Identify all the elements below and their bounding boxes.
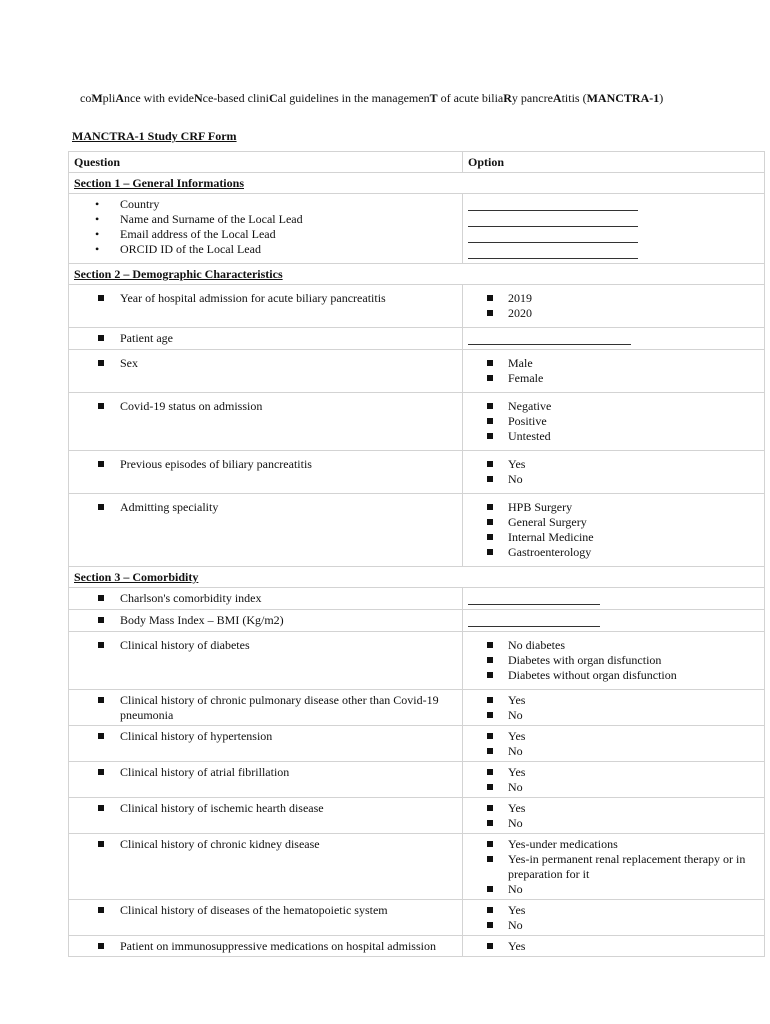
table-row	[69, 834, 765, 900]
option-cell	[463, 900, 765, 936]
title-part: A	[115, 91, 124, 105]
option-item[interactable]: No	[468, 708, 759, 723]
option-item[interactable]: No	[468, 744, 759, 759]
title-part: R	[503, 91, 512, 105]
question-text: Body Mass Index – BMI (Kg/m2)	[74, 613, 457, 628]
option-cell	[463, 285, 765, 328]
option-item[interactable]: No	[468, 816, 759, 831]
title-part: pli	[102, 91, 116, 105]
table-row	[69, 936, 765, 957]
question-text: Year of hospital admission for acute biliary pancreatitis	[74, 291, 457, 306]
option-item[interactable]: Diabetes with organ disfunction	[468, 653, 759, 668]
title-part: )	[659, 91, 664, 105]
option-item[interactable]: Female	[468, 371, 759, 386]
question-cell	[69, 451, 463, 494]
option-cell	[463, 588, 765, 610]
list-item: • Email address of the Local Lead	[74, 227, 457, 242]
option-cell	[463, 350, 765, 393]
option-cell	[463, 936, 765, 957]
option-item[interactable]: Yes	[468, 457, 759, 472]
option-item[interactable]: Yes	[468, 903, 759, 918]
question-text: Previous episodes of biliary pancreatitis	[74, 457, 457, 472]
option-item[interactable]: Positive	[468, 414, 759, 429]
question-cell	[69, 690, 463, 726]
table-header-row	[69, 152, 765, 173]
table-row	[69, 798, 765, 834]
section-title: Section 2 – Demographic Characteristics	[69, 264, 765, 285]
option-item[interactable]: No	[468, 472, 759, 487]
option-item[interactable]: Untested	[468, 429, 759, 444]
question-cell	[69, 328, 463, 350]
question-text: Clinical history of chronic pulmonary disease other than Covid-19 pneumonia	[74, 693, 457, 723]
title-part: titis (	[561, 91, 587, 105]
option-item[interactable]: Diabetes without organ disfunction	[468, 668, 759, 683]
title-part: nce with evide	[124, 91, 194, 105]
option-item[interactable]: Negative	[468, 399, 759, 414]
charlson-index-field[interactable]	[468, 591, 600, 605]
question-text: Clinical history of diabetes	[74, 638, 457, 653]
option-cell	[463, 834, 765, 900]
option-cell	[463, 393, 765, 451]
title-part: y pancre	[511, 91, 553, 105]
table-row	[69, 610, 765, 632]
title-part: M	[91, 91, 103, 105]
option-item[interactable]: No diabetes	[468, 638, 759, 653]
question-cell	[69, 285, 463, 328]
option-item[interactable]: Yes-under medications	[468, 837, 759, 852]
question-cell	[69, 610, 463, 632]
orcid-field[interactable]	[468, 245, 638, 259]
bmi-field[interactable]	[468, 613, 600, 627]
table-row	[69, 393, 765, 451]
section-row	[69, 567, 765, 588]
table-row	[69, 350, 765, 393]
list-item: • Country	[74, 197, 457, 212]
local-lead-email-field[interactable]	[468, 229, 638, 243]
option-item[interactable]: Yes	[468, 765, 759, 780]
option-item[interactable]: Yes-in permanent renal replacement therapy or in preparation for it	[468, 852, 759, 882]
option-item[interactable]: Yes	[468, 729, 759, 744]
option-item[interactable]: Gastroenterology	[468, 545, 759, 560]
option-item[interactable]: 2019	[468, 291, 759, 306]
question-text: Clinical history of hypertension	[74, 729, 457, 744]
country-field[interactable]	[468, 197, 638, 211]
question-text: Patient on immunosuppressive medications on hospital admission	[74, 939, 457, 954]
question-cell	[69, 393, 463, 451]
title-part: A	[552, 91, 562, 105]
question-cell	[69, 632, 463, 690]
question-cell	[69, 726, 463, 762]
title-part: MANCTRA-1	[586, 91, 660, 105]
table-row	[69, 632, 765, 690]
question-text: Charlson's comorbidity index	[74, 591, 457, 606]
section-row	[69, 264, 765, 285]
option-item[interactable]: No	[468, 780, 759, 795]
question-text: Patient age	[74, 331, 457, 346]
question-text: Clinical history of diseases of the hematopoietic system	[74, 903, 457, 918]
option-item[interactable]: HPB Surgery	[468, 500, 759, 515]
option-header: Option	[463, 152, 765, 173]
option-cell	[463, 726, 765, 762]
question-text: Covid-19 status on admission	[74, 399, 457, 414]
section-row	[69, 173, 765, 194]
title-part: ce-based clini	[202, 91, 269, 105]
table-row	[69, 900, 765, 936]
option-item[interactable]: 2020	[468, 306, 759, 321]
document-title	[80, 91, 720, 106]
option-item[interactable]: Yes	[468, 801, 759, 816]
question-cell	[69, 494, 463, 567]
list-item: • Name and Surname of the Local Lead	[74, 212, 457, 227]
table-row	[69, 588, 765, 610]
question-text: Clinical history of chronic kidney disease	[74, 837, 457, 852]
question-cell	[69, 834, 463, 900]
table-row	[69, 762, 765, 798]
title-part: co	[80, 91, 92, 105]
option-item[interactable]: No	[468, 918, 759, 933]
option-cell	[463, 451, 765, 494]
option-cell	[463, 632, 765, 690]
option-item[interactable]: Yes	[468, 693, 759, 708]
table-row	[69, 328, 765, 350]
question-text: Clinical history of atrial fibrillation	[74, 765, 457, 780]
title-part: N	[193, 91, 203, 105]
question-cell	[69, 350, 463, 393]
option-item[interactable]: No	[468, 882, 759, 897]
question-cell	[69, 588, 463, 610]
title-part: of acute bilia	[437, 91, 504, 105]
option-cell	[463, 328, 765, 350]
title-part: T	[429, 91, 438, 105]
table-row	[69, 451, 765, 494]
question-text: Admitting speciality	[74, 500, 457, 515]
question-cell	[69, 194, 463, 264]
title-part: al guidelines in the managemen	[277, 91, 430, 105]
local-lead-name-field[interactable]	[468, 213, 638, 227]
title-part: C	[268, 91, 278, 105]
option-cell	[463, 690, 765, 726]
option-item[interactable]: Male	[468, 356, 759, 371]
option-cell	[463, 798, 765, 834]
option-item[interactable]: General Surgery	[468, 515, 759, 530]
question-cell	[69, 900, 463, 936]
table-row	[69, 285, 765, 328]
table-row	[69, 194, 765, 264]
question-cell	[69, 936, 463, 957]
question-header: Question	[69, 152, 463, 173]
patient-age-field[interactable]	[468, 331, 631, 345]
option-cell	[463, 494, 765, 567]
form-title: MANCTRA-1 Study CRF Form	[72, 129, 237, 143]
option-cell	[463, 610, 765, 632]
question-cell	[69, 798, 463, 834]
section-title: Section 1 – General Informations	[69, 173, 765, 194]
table-row	[69, 690, 765, 726]
question-text: Sex	[74, 356, 457, 371]
option-item[interactable]: Yes	[468, 939, 759, 954]
option-item[interactable]: Internal Medicine	[468, 530, 759, 545]
question-text: Clinical history of ischemic hearth disease	[74, 801, 457, 816]
option-cell	[463, 194, 765, 264]
table-row	[69, 494, 765, 567]
section-title: Section 3 – Comorbidity	[69, 567, 765, 588]
option-cell	[463, 762, 765, 798]
table-row	[69, 726, 765, 762]
crf-table	[68, 151, 765, 957]
question-cell	[69, 762, 463, 798]
list-item: • ORCID ID of the Local Lead	[74, 242, 457, 257]
